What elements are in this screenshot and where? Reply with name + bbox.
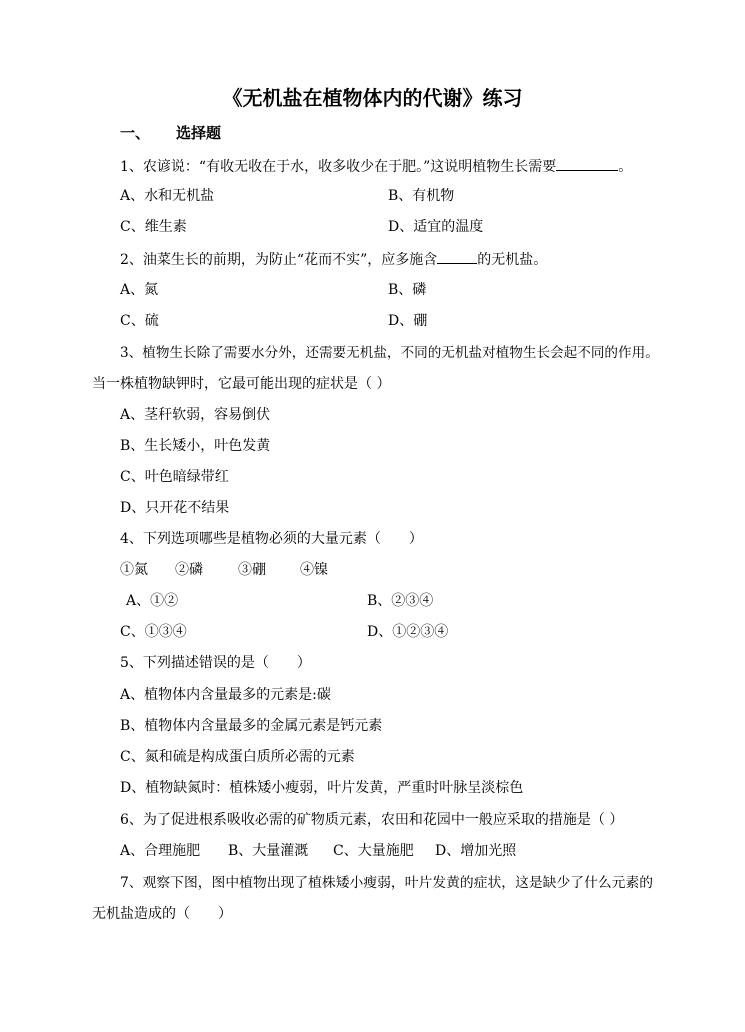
question-2-stem: 2、油菜生长的前期，为防止“花而不实”，应多施含 的无机盐。 (120, 248, 547, 271)
question-1-option-a: A、水和无机盐 (120, 188, 215, 204)
question-7-stem-line-1: 7、观察下图，图中植物出现了植株矮小瘦弱，叶片发黄的症状，这是缺少了什么元素的 (120, 875, 654, 891)
question-5-option-b: B、植物体内含量最多的金属元素是钙元素 (120, 718, 383, 734)
question-5-option-d: D、植物缺氮时：植株矮小瘦弱，叶片发黄，严重时叶脉呈淡棕色 (120, 780, 524, 796)
question-3-stem-line-2: 当一株植物缺钾时，它最可能出现的症状是（ ） (92, 376, 391, 392)
question-4-item-1: ①氮 (120, 562, 148, 578)
question-3-option-c: C、叶色暗绿带红 (120, 469, 229, 485)
question-1-option-c: C、维生素 (120, 219, 187, 235)
question-4-option-a: A、①② (126, 593, 179, 609)
question-2-option-c: C、硫 (120, 313, 159, 329)
question-4-option-d: D、①②③④ (367, 624, 449, 640)
question-2-option-b: B、磷 (388, 282, 427, 298)
question-7-stem-line-2: 无机盐造成的（ ） (92, 906, 232, 922)
question-6-option-a: A、合理施肥 (120, 843, 201, 859)
question-5-option-c: C、氮和硫是构成蛋白质所必需的元素 (120, 749, 355, 765)
answer-blank (437, 248, 477, 264)
question-6-option-c: C、大量施肥 (333, 843, 414, 859)
question-6-stem: 6、为了促进根系吸收必需的矿物质元素，农田和花园中一般应采取的措施是（ ） (120, 812, 624, 828)
question-4-stem: 4、下列选项哪些是植物必须的大量元素（ ） (120, 531, 423, 547)
question-5-option-a: A、植物体内含量最多的元素是:碳 (120, 687, 331, 703)
question-1-stem: 1、农谚说：“有收无收在于水，收多收少在于肥。”这说明植物生长需要 。 (120, 155, 632, 178)
question-2-option-d: D、硼 (388, 313, 428, 329)
question-1-option-d: D、适宜的温度 (388, 219, 484, 235)
question-3-stem-line-1: 3、植物生长除了需要水分外，还需要无机盐，不同的无机盐对植物生长会起不同的作用。 (120, 345, 659, 361)
question-3-option-d: D、只开花不结果 (120, 500, 230, 516)
section-heading (120, 121, 221, 145)
page-title: 《无机盐在植物体内的代谢》练习 (222, 86, 523, 110)
question-1-option-b: B、有机物 (388, 188, 455, 204)
question-4-item-2: ②磷 (175, 562, 203, 578)
question-3-option-a: A、茎秆软弱，容易倒伏 (120, 407, 271, 423)
question-6-option-b: B、大量灌溉 (228, 843, 309, 859)
question-5-stem: 5、下列描述错误的是（ ） (120, 655, 311, 671)
question-4-option-b: B、②③④ (367, 593, 434, 609)
question-4-item-4: ④镍 (300, 562, 328, 578)
question-3-option-b: B、生长矮小，叶色发黄 (120, 438, 271, 454)
question-4-item-3: ③硼 (238, 562, 266, 578)
question-6-option-d: D、增加光照 (435, 843, 517, 859)
question-4-option-c: C、①③④ (120, 624, 187, 640)
answer-blank (556, 155, 618, 171)
question-2-option-a: A、氮 (120, 282, 159, 298)
section-number: 一、 (120, 124, 151, 142)
section-label: 选择题 (176, 124, 222, 142)
